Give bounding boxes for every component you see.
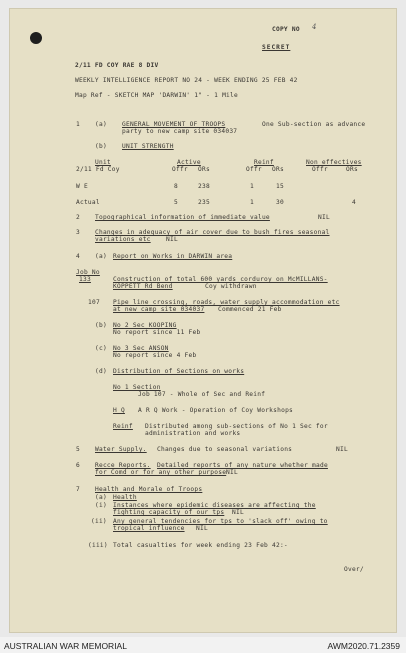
table-row-label: Actual bbox=[76, 199, 100, 206]
table-header-unit: Unit bbox=[95, 159, 111, 166]
section-7i-label: (i) bbox=[95, 502, 107, 509]
table-header-active: Active bbox=[177, 159, 201, 166]
section-7iii-text: Total casualties for week ending 23 Feb 42:- bbox=[113, 542, 288, 549]
section-1b-heading: UNIT STRENGTH bbox=[122, 143, 174, 150]
section-2-text: Topographical information of immediate value bbox=[95, 214, 270, 221]
section-1a-text-cont: party to new camp site 034037 bbox=[122, 128, 238, 135]
table-cell: 4 bbox=[352, 199, 356, 206]
document-page bbox=[10, 9, 396, 632]
section-7ii-label: (ii) bbox=[91, 518, 107, 525]
section-7ii-text-cont: tropical influence bbox=[113, 525, 185, 532]
section-5-heading: Water Supply. bbox=[95, 446, 147, 453]
report-title: WEEKLY INTELLIGENCE REPORT NO 24 - WEEK ENDING 25 FEB 42 bbox=[75, 77, 298, 84]
copy-number-label: COPY NO bbox=[272, 26, 300, 33]
section-7i-text: Instances where epidemic diseases are affecting the bbox=[113, 502, 316, 509]
section-4d-sec1-text: Job 107 - Whole of Sec and Reinf bbox=[138, 391, 266, 398]
table-cell: 30 bbox=[276, 199, 284, 206]
section-6-text-cont: for Comd or for any other purpose bbox=[95, 469, 227, 476]
section-6-value: NIL bbox=[226, 469, 238, 476]
table-cell: 15 bbox=[276, 183, 284, 190]
section-6-heading: Recce Reports. bbox=[95, 462, 151, 469]
table-cell: 1 bbox=[250, 199, 254, 206]
section-1b-label: (b) bbox=[95, 143, 107, 150]
section-7i-text-cont: fighting capacity of our tps bbox=[113, 509, 225, 516]
table-unit-name: 2/11 Fd Coy bbox=[76, 166, 120, 173]
section-7ii-text: Any general tendencies for tps to 'slack off' owing to bbox=[113, 518, 328, 525]
section-4b-text: No report since 11 Feb bbox=[113, 329, 201, 336]
section-1a-text: One Sub-section as advance bbox=[262, 121, 366, 128]
section-4-number: 4 bbox=[76, 253, 80, 260]
map-reference: Map Ref - SKETCH MAP 'DARWIN' 1" - 1 Mile bbox=[75, 92, 238, 99]
over-marker: Over/ bbox=[344, 566, 364, 573]
table-cell: 238 bbox=[198, 183, 210, 190]
job-133-text-cont: KOPPETT Rd Bend bbox=[113, 283, 173, 290]
table-header-reinf: Reinf bbox=[254, 159, 274, 166]
punch-hole bbox=[30, 32, 42, 44]
table-cell: 1 bbox=[250, 183, 254, 190]
section-4d-hq-text: A R Q Work - Operation of Coy Workshops bbox=[138, 407, 294, 414]
archive-name: AUSTRALIAN WAR MEMORIAL bbox=[4, 641, 127, 651]
table-sub-reinf-offr: Offr bbox=[246, 166, 262, 173]
section-4d-reinf: Reinf bbox=[113, 423, 133, 430]
section-7ii-value: NIL bbox=[196, 525, 208, 532]
section-4d-reinf-text-cont: administration and works bbox=[145, 430, 241, 437]
section-4c-label: (c) bbox=[95, 345, 107, 352]
table-sub-non-offr: Offr bbox=[312, 166, 328, 173]
job-133-note: Coy withdrawn bbox=[205, 283, 257, 290]
section-5-value: NIL bbox=[336, 446, 348, 453]
section-3-text-cont: variations etc bbox=[95, 236, 151, 243]
section-4c-heading: No 3 Sec ANSON bbox=[113, 345, 169, 352]
copy-number-value: 4 bbox=[312, 23, 317, 31]
section-4d-label: (d) bbox=[95, 368, 107, 375]
section-1a-heading: GENERAL MOVEMENT OF TROOPS bbox=[122, 121, 226, 128]
section-7iii-label: (iii) bbox=[88, 542, 108, 549]
section-2-value: NIL bbox=[318, 214, 330, 221]
table-sub-reinf-ors: ORs bbox=[272, 166, 284, 173]
job-no-label: Job No bbox=[76, 269, 100, 276]
section-1-number: 1 bbox=[76, 121, 80, 128]
table-cell: 235 bbox=[198, 199, 210, 206]
section-4d-reinf-text: Distributed among sub-sections of No 1 Sec for bbox=[145, 423, 328, 430]
section-6-number: 6 bbox=[76, 462, 80, 469]
section-4d-hq: H Q bbox=[113, 407, 125, 414]
unit-title: 2/11 FD COY RAE 8 DIV bbox=[75, 62, 159, 69]
section-3-value: NIL bbox=[166, 236, 178, 243]
table-cell: 8 bbox=[174, 183, 178, 190]
job-133-number: 133 bbox=[79, 276, 91, 283]
section-5-text: Changes due to seasonal variations bbox=[157, 446, 293, 453]
table-cell: 5 bbox=[174, 199, 178, 206]
section-2-number: 2 bbox=[76, 214, 80, 221]
archive-footer bbox=[0, 637, 406, 653]
section-4a-heading: Report on Works in DARWIN area bbox=[113, 253, 233, 260]
section-7-number: 7 bbox=[76, 486, 80, 493]
section-3-text: Changes in adequacy of air cover due to bush fires seasonal bbox=[95, 229, 330, 236]
table-header-non-effectives: Non effectives bbox=[306, 159, 362, 166]
section-7-heading: Health and Morale of Troops bbox=[95, 486, 203, 493]
job-107-text-cont: at new camp site 034037 bbox=[113, 306, 205, 313]
classification-label: SECRET bbox=[262, 44, 291, 51]
job-107-text: Pipe line crossing, roads, water supply accommodation etc bbox=[113, 299, 340, 306]
archive-reference: AWM2020.71.2359 bbox=[327, 641, 400, 651]
job-133-text: Construction of total 600 yards corduroy on McMILLANS- bbox=[113, 276, 328, 283]
section-4b-label: (b) bbox=[95, 322, 107, 329]
job-107-number: 107 bbox=[88, 299, 100, 306]
table-row-label: W E bbox=[76, 183, 88, 190]
section-7a-heading: Health bbox=[113, 494, 137, 501]
section-4a-label: (a) bbox=[95, 253, 107, 260]
section-3-number: 3 bbox=[76, 229, 80, 236]
job-107-note: Commenced 21 Feb bbox=[218, 306, 282, 313]
table-sub-active-ors: ORs bbox=[198, 166, 210, 173]
section-4d-sec1: No 1 Section bbox=[113, 384, 161, 391]
table-sub-non-ors: ORs bbox=[346, 166, 358, 173]
section-1a-label: (a) bbox=[95, 121, 107, 128]
section-7i-value: NIL bbox=[232, 509, 244, 516]
section-4d-heading: Distribution of Sections on works bbox=[113, 368, 245, 375]
section-7a-label: (a) bbox=[95, 494, 107, 501]
section-4c-text: No report since 4 Feb bbox=[113, 352, 197, 359]
section-5-number: 5 bbox=[76, 446, 80, 453]
table-sub-active-offr: Offr bbox=[172, 166, 188, 173]
section-6-text: Detailed reports of any nature whether made bbox=[157, 462, 328, 469]
section-4b-heading: No 2 Sec KOOPING bbox=[113, 322, 177, 329]
